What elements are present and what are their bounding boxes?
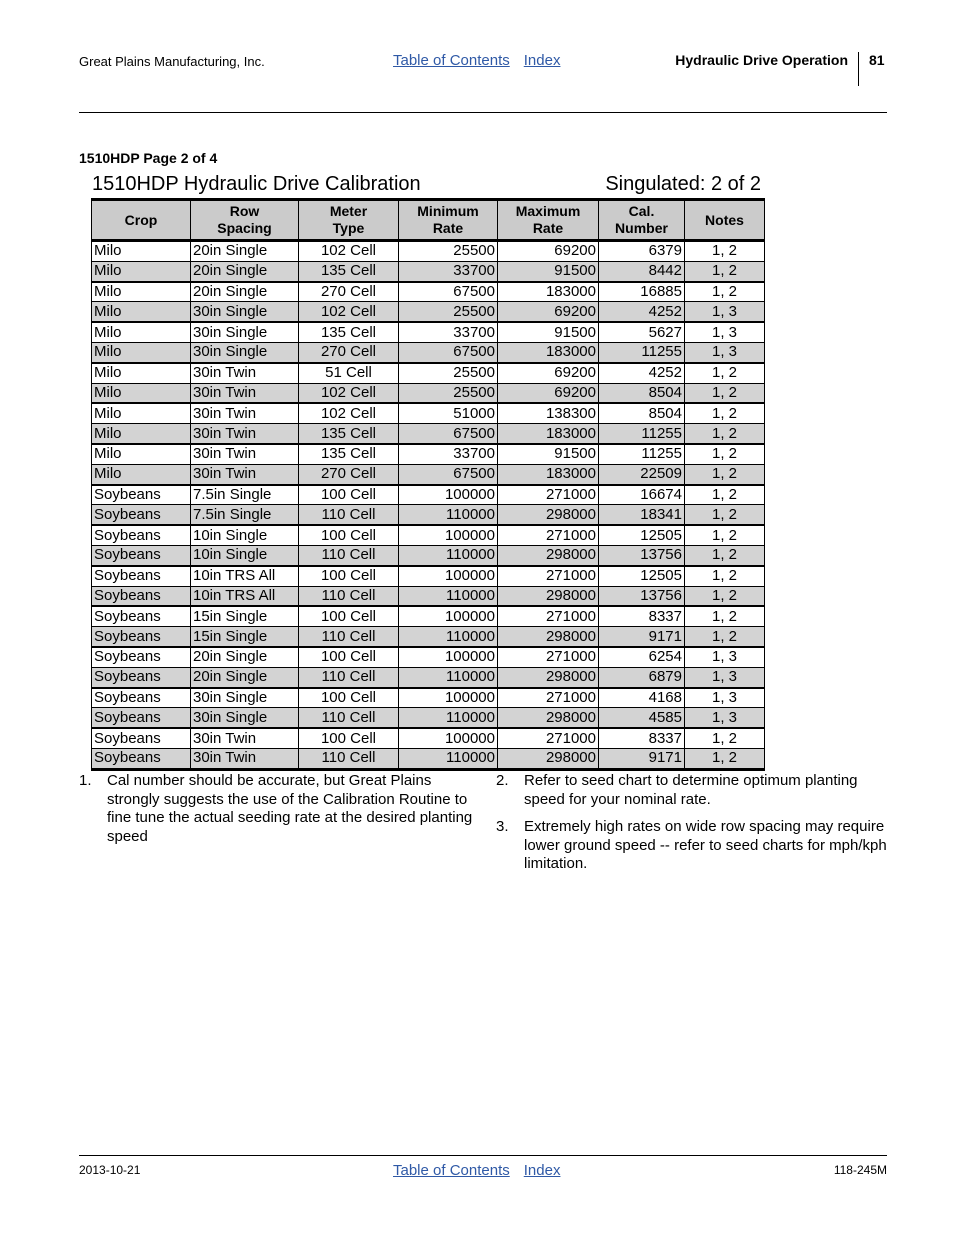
table-row (92, 566, 765, 586)
table-row (92, 748, 765, 769)
cell-min-rate: 100000 (399, 566, 498, 586)
cell-min-rate: 33700 (399, 444, 498, 464)
table-row (92, 241, 765, 262)
footer-doc-number: 118-245M (833, 1163, 887, 1177)
cell-max-rate: 69200 (498, 302, 599, 322)
cell-meter-type: 110 Cell (299, 708, 399, 728)
cell-notes: 1, 2 (685, 444, 765, 464)
cell-cal-number: 4252 (599, 363, 685, 383)
table-row (92, 282, 765, 302)
cell-crop: Milo (92, 403, 191, 423)
cell-min-rate: 67500 (399, 464, 498, 484)
cell-cal-number: 22509 (599, 464, 685, 484)
cell-meter-type: 270 Cell (299, 282, 399, 302)
table-row (92, 505, 765, 525)
header-divider (858, 52, 859, 86)
cell-cal-number: 8504 (599, 403, 685, 423)
cell-min-rate: 67500 (399, 342, 498, 362)
cell-max-rate: 183000 (498, 464, 599, 484)
cell-max-rate: 91500 (498, 261, 599, 281)
cell-notes: 1, 3 (685, 647, 765, 667)
cell-meter-type: 100 Cell (299, 606, 399, 626)
table-header-row (92, 200, 765, 241)
cell-notes: 1, 2 (685, 261, 765, 281)
table-row (92, 688, 765, 708)
cell-cal-number: 9171 (599, 627, 685, 647)
table-title: 1510HDP Hydraulic Drive Calibration (92, 173, 421, 195)
cell-notes: 1, 2 (685, 403, 765, 423)
cell-crop: Soybeans (92, 586, 191, 606)
cell-row-spacing: 30in Single (191, 688, 299, 708)
cell-crop: Soybeans (92, 748, 191, 769)
cell-max-rate: 298000 (498, 505, 599, 525)
cell-crop: Soybeans (92, 525, 191, 545)
cell-row-spacing: 30in Twin (191, 464, 299, 484)
cell-crop: Soybeans (92, 647, 191, 667)
cell-meter-type: 100 Cell (299, 728, 399, 748)
cell-max-rate: 271000 (498, 688, 599, 708)
cell-row-spacing: 30in Twin (191, 383, 299, 403)
cell-meter-type: 110 Cell (299, 667, 399, 687)
cell-cal-number: 6879 (599, 667, 685, 687)
cell-min-rate: 25500 (399, 383, 498, 403)
cell-meter-type: 100 Cell (299, 688, 399, 708)
cell-crop: Soybeans (92, 667, 191, 687)
cell-meter-type: 51 Cell (299, 363, 399, 383)
col-header-notes: Notes (685, 200, 765, 241)
cell-min-rate: 110000 (399, 586, 498, 606)
index-link[interactable]: Index (523, 1162, 561, 1179)
cell-row-spacing: 10in Single (191, 545, 299, 565)
cell-cal-number: 13756 (599, 586, 685, 606)
cell-max-rate: 69200 (498, 363, 599, 383)
page-label: 1510HDP Page 2 of 4 (79, 150, 218, 166)
cell-cal-number: 4168 (599, 688, 685, 708)
cell-cal-number: 16885 (599, 282, 685, 302)
cell-max-rate: 298000 (498, 545, 599, 565)
cell-min-rate: 110000 (399, 748, 498, 769)
cell-cal-number: 12505 (599, 566, 685, 586)
table-row (92, 485, 765, 505)
cell-min-rate: 110000 (399, 505, 498, 525)
cell-row-spacing: 30in Twin (191, 444, 299, 464)
cell-row-spacing: 10in TRS All (191, 586, 299, 606)
cell-row-spacing: 15in Single (191, 627, 299, 647)
cell-meter-type: 270 Cell (299, 342, 399, 362)
cell-row-spacing: 15in Single (191, 606, 299, 626)
cell-row-spacing: 30in Twin (191, 403, 299, 423)
cell-meter-type: 102 Cell (299, 241, 399, 262)
cell-notes: 1, 2 (685, 525, 765, 545)
cell-crop: Milo (92, 241, 191, 262)
table-row (92, 647, 765, 667)
table-row (92, 708, 765, 728)
note-text: Extremely high rates on wide row spacing may require lower ground speed -- refer to seed charts for mph/kph limitation. (524, 818, 887, 872)
cell-meter-type: 110 Cell (299, 586, 399, 606)
cell-cal-number: 16674 (599, 485, 685, 505)
cell-notes: 1, 3 (685, 342, 765, 362)
cell-notes: 1, 2 (685, 363, 765, 383)
cell-min-rate: 67500 (399, 424, 498, 444)
cell-cal-number: 11255 (599, 342, 685, 362)
cell-min-rate: 100000 (399, 728, 498, 748)
cell-cal-number: 13756 (599, 545, 685, 565)
cell-meter-type: 110 Cell (299, 545, 399, 565)
cell-cal-number: 8442 (599, 261, 685, 281)
cell-crop: Soybeans (92, 505, 191, 525)
note-text: Cal number should be accurate, but Great Plains strongly suggests the use of the Calibration Routine to fine tune the actual seeding rate at the desired planting speed (107, 772, 473, 845)
table-row (92, 545, 765, 565)
cell-notes: 1, 2 (685, 424, 765, 444)
footer-date: 2013-10-21 (79, 1163, 141, 1177)
cell-row-spacing: 20in Single (191, 261, 299, 281)
cell-notes: 1, 3 (685, 667, 765, 687)
cell-crop: Milo (92, 444, 191, 464)
cell-cal-number: 4252 (599, 302, 685, 322)
table-row (92, 627, 765, 647)
note-number: 3. (496, 818, 509, 835)
cell-meter-type: 270 Cell (299, 464, 399, 484)
col-header-crop: Crop (92, 200, 191, 241)
cell-row-spacing: 30in Single (191, 302, 299, 322)
cell-notes: 1, 2 (685, 282, 765, 302)
cell-min-rate: 110000 (399, 545, 498, 565)
cell-max-rate: 271000 (498, 728, 599, 748)
table-row (92, 586, 765, 606)
cell-notes: 1, 3 (685, 302, 765, 322)
cell-row-spacing: 30in Single (191, 342, 299, 362)
cell-row-spacing: 20in Single (191, 647, 299, 667)
cell-min-rate: 100000 (399, 647, 498, 667)
cell-crop: Soybeans (92, 545, 191, 565)
cell-max-rate: 271000 (498, 606, 599, 626)
cell-max-rate: 69200 (498, 383, 599, 403)
index-link[interactable]: Index (523, 52, 561, 69)
cell-cal-number: 9171 (599, 748, 685, 769)
table-row (92, 342, 765, 362)
page-number: 81 (869, 52, 885, 68)
header-rule (79, 112, 887, 113)
table-row (92, 464, 765, 484)
section-title: Hydraulic Drive Operation (675, 52, 848, 68)
cell-notes: 1, 2 (685, 606, 765, 626)
cell-row-spacing: 30in Single (191, 708, 299, 728)
cell-max-rate: 298000 (498, 667, 599, 687)
table-row (92, 525, 765, 545)
table-row (92, 606, 765, 626)
table-row (92, 424, 765, 444)
cell-max-rate: 298000 (498, 748, 599, 769)
cell-meter-type: 100 Cell (299, 485, 399, 505)
cell-min-rate: 33700 (399, 322, 498, 342)
cell-notes: 1, 2 (685, 505, 765, 525)
cell-notes: 1, 3 (685, 322, 765, 342)
cell-notes: 1, 2 (685, 586, 765, 606)
cell-row-spacing: 30in Twin (191, 748, 299, 769)
notes-column-left (79, 772, 474, 855)
cell-notes: 1, 2 (685, 545, 765, 565)
cell-max-rate: 138300 (498, 403, 599, 423)
cell-min-rate: 25500 (399, 241, 498, 262)
notes-column-right (496, 772, 888, 883)
cell-row-spacing: 7.5in Single (191, 485, 299, 505)
cell-min-rate: 110000 (399, 667, 498, 687)
cell-cal-number: 5627 (599, 322, 685, 342)
note-number: 2. (496, 772, 509, 789)
cell-crop: Milo (92, 342, 191, 362)
cell-row-spacing: 7.5in Single (191, 505, 299, 525)
cell-cal-number: 6254 (599, 647, 685, 667)
cell-notes: 1, 2 (685, 627, 765, 647)
cell-max-rate: 91500 (498, 322, 599, 342)
calibration-table (91, 198, 765, 771)
cell-min-rate: 67500 (399, 282, 498, 302)
cell-min-rate: 51000 (399, 403, 498, 423)
cell-crop: Soybeans (92, 708, 191, 728)
table-row (92, 322, 765, 342)
cell-meter-type: 100 Cell (299, 566, 399, 586)
cell-cal-number: 12505 (599, 525, 685, 545)
cell-max-rate: 271000 (498, 647, 599, 667)
col-header-cal-number: Cal. Number (599, 200, 685, 241)
cell-meter-type: 110 Cell (299, 505, 399, 525)
cell-row-spacing: 30in Single (191, 322, 299, 342)
cell-cal-number: 8337 (599, 728, 685, 748)
table-row (92, 444, 765, 464)
cell-meter-type: 100 Cell (299, 525, 399, 545)
cell-max-rate: 271000 (498, 525, 599, 545)
cell-notes: 1, 3 (685, 708, 765, 728)
cell-crop: Milo (92, 424, 191, 444)
table-row (92, 302, 765, 322)
cell-crop: Soybeans (92, 728, 191, 748)
cell-max-rate: 183000 (498, 342, 599, 362)
cell-meter-type: 102 Cell (299, 302, 399, 322)
table-row (92, 667, 765, 687)
cell-meter-type: 135 Cell (299, 424, 399, 444)
col-header-meter-type: Meter Type (299, 200, 399, 241)
cell-notes: 1, 2 (685, 485, 765, 505)
note-number: 1. (79, 772, 92, 789)
note-item (79, 772, 474, 846)
table-row (92, 363, 765, 383)
cell-row-spacing: 20in Single (191, 241, 299, 262)
cell-min-rate: 25500 (399, 302, 498, 322)
cell-max-rate: 271000 (498, 485, 599, 505)
company-name: Great Plains Manufacturing, Inc. (79, 54, 265, 69)
cell-crop: Milo (92, 261, 191, 281)
toc-link[interactable]: Table of Contents (393, 1162, 510, 1179)
note-text: Refer to seed chart to determine optimum planting speed for your nominal rate. (524, 772, 858, 808)
cell-crop: Soybeans (92, 627, 191, 647)
cell-crop: Milo (92, 322, 191, 342)
cell-max-rate: 298000 (498, 586, 599, 606)
cell-max-rate: 91500 (498, 444, 599, 464)
cell-notes: 1, 2 (685, 383, 765, 403)
cell-meter-type: 102 Cell (299, 403, 399, 423)
cell-min-rate: 110000 (399, 708, 498, 728)
cell-row-spacing: 30in Twin (191, 728, 299, 748)
cell-crop: Soybeans (92, 485, 191, 505)
cell-notes: 1, 2 (685, 748, 765, 769)
cell-notes: 1, 3 (685, 688, 765, 708)
cell-max-rate: 271000 (498, 566, 599, 586)
note-item (496, 818, 888, 874)
table-row (92, 728, 765, 748)
cell-crop: Milo (92, 383, 191, 403)
cell-cal-number: 8337 (599, 606, 685, 626)
cell-cal-number: 11255 (599, 444, 685, 464)
cell-row-spacing: 10in Single (191, 525, 299, 545)
note-item (496, 772, 888, 809)
cell-meter-type: 110 Cell (299, 748, 399, 769)
cell-max-rate: 183000 (498, 282, 599, 302)
cell-notes: 1, 2 (685, 566, 765, 586)
header-nav (393, 52, 560, 69)
cell-crop: Milo (92, 282, 191, 302)
cell-crop: Milo (92, 363, 191, 383)
cell-meter-type: 100 Cell (299, 647, 399, 667)
calibration-table-section (91, 170, 764, 771)
cell-cal-number: 6379 (599, 241, 685, 262)
cell-row-spacing: 10in TRS All (191, 566, 299, 586)
footer-rule (79, 1155, 887, 1156)
cell-cal-number: 8504 (599, 383, 685, 403)
table-subtitle: Singulated: 2 of 2 (605, 173, 761, 195)
cell-notes: 1, 2 (685, 728, 765, 748)
cell-row-spacing: 30in Twin (191, 424, 299, 444)
cell-meter-type: 135 Cell (299, 444, 399, 464)
cell-row-spacing: 20in Single (191, 667, 299, 687)
footer-nav (393, 1162, 560, 1179)
cell-notes: 1, 2 (685, 464, 765, 484)
toc-link[interactable]: Table of Contents (393, 52, 510, 69)
cell-max-rate: 298000 (498, 627, 599, 647)
cell-meter-type: 135 Cell (299, 261, 399, 281)
col-header-max-rate: Maximum Rate (498, 200, 599, 241)
cell-row-spacing: 20in Single (191, 282, 299, 302)
cell-meter-type: 110 Cell (299, 627, 399, 647)
cell-crop: Soybeans (92, 688, 191, 708)
table-body (92, 241, 765, 770)
cell-min-rate: 100000 (399, 485, 498, 505)
cell-row-spacing: 30in Twin (191, 363, 299, 383)
cell-crop: Milo (92, 302, 191, 322)
col-header-row-spacing: Row Spacing (191, 200, 299, 241)
cell-min-rate: 33700 (399, 261, 498, 281)
cell-min-rate: 100000 (399, 606, 498, 626)
cell-cal-number: 4585 (599, 708, 685, 728)
cell-crop: Soybeans (92, 566, 191, 586)
cell-min-rate: 100000 (399, 688, 498, 708)
cell-crop: Soybeans (92, 606, 191, 626)
table-row (92, 383, 765, 403)
cell-cal-number: 18341 (599, 505, 685, 525)
cell-max-rate: 69200 (498, 241, 599, 262)
table-row (92, 261, 765, 281)
cell-cal-number: 11255 (599, 424, 685, 444)
table-title-bar (91, 170, 764, 198)
cell-max-rate: 298000 (498, 708, 599, 728)
cell-min-rate: 100000 (399, 525, 498, 545)
col-header-min-rate: Minimum Rate (399, 200, 498, 241)
cell-notes: 1, 2 (685, 241, 765, 262)
cell-max-rate: 183000 (498, 424, 599, 444)
table-row (92, 403, 765, 423)
cell-crop: Milo (92, 464, 191, 484)
cell-min-rate: 110000 (399, 627, 498, 647)
cell-meter-type: 102 Cell (299, 383, 399, 403)
cell-meter-type: 135 Cell (299, 322, 399, 342)
cell-min-rate: 25500 (399, 363, 498, 383)
